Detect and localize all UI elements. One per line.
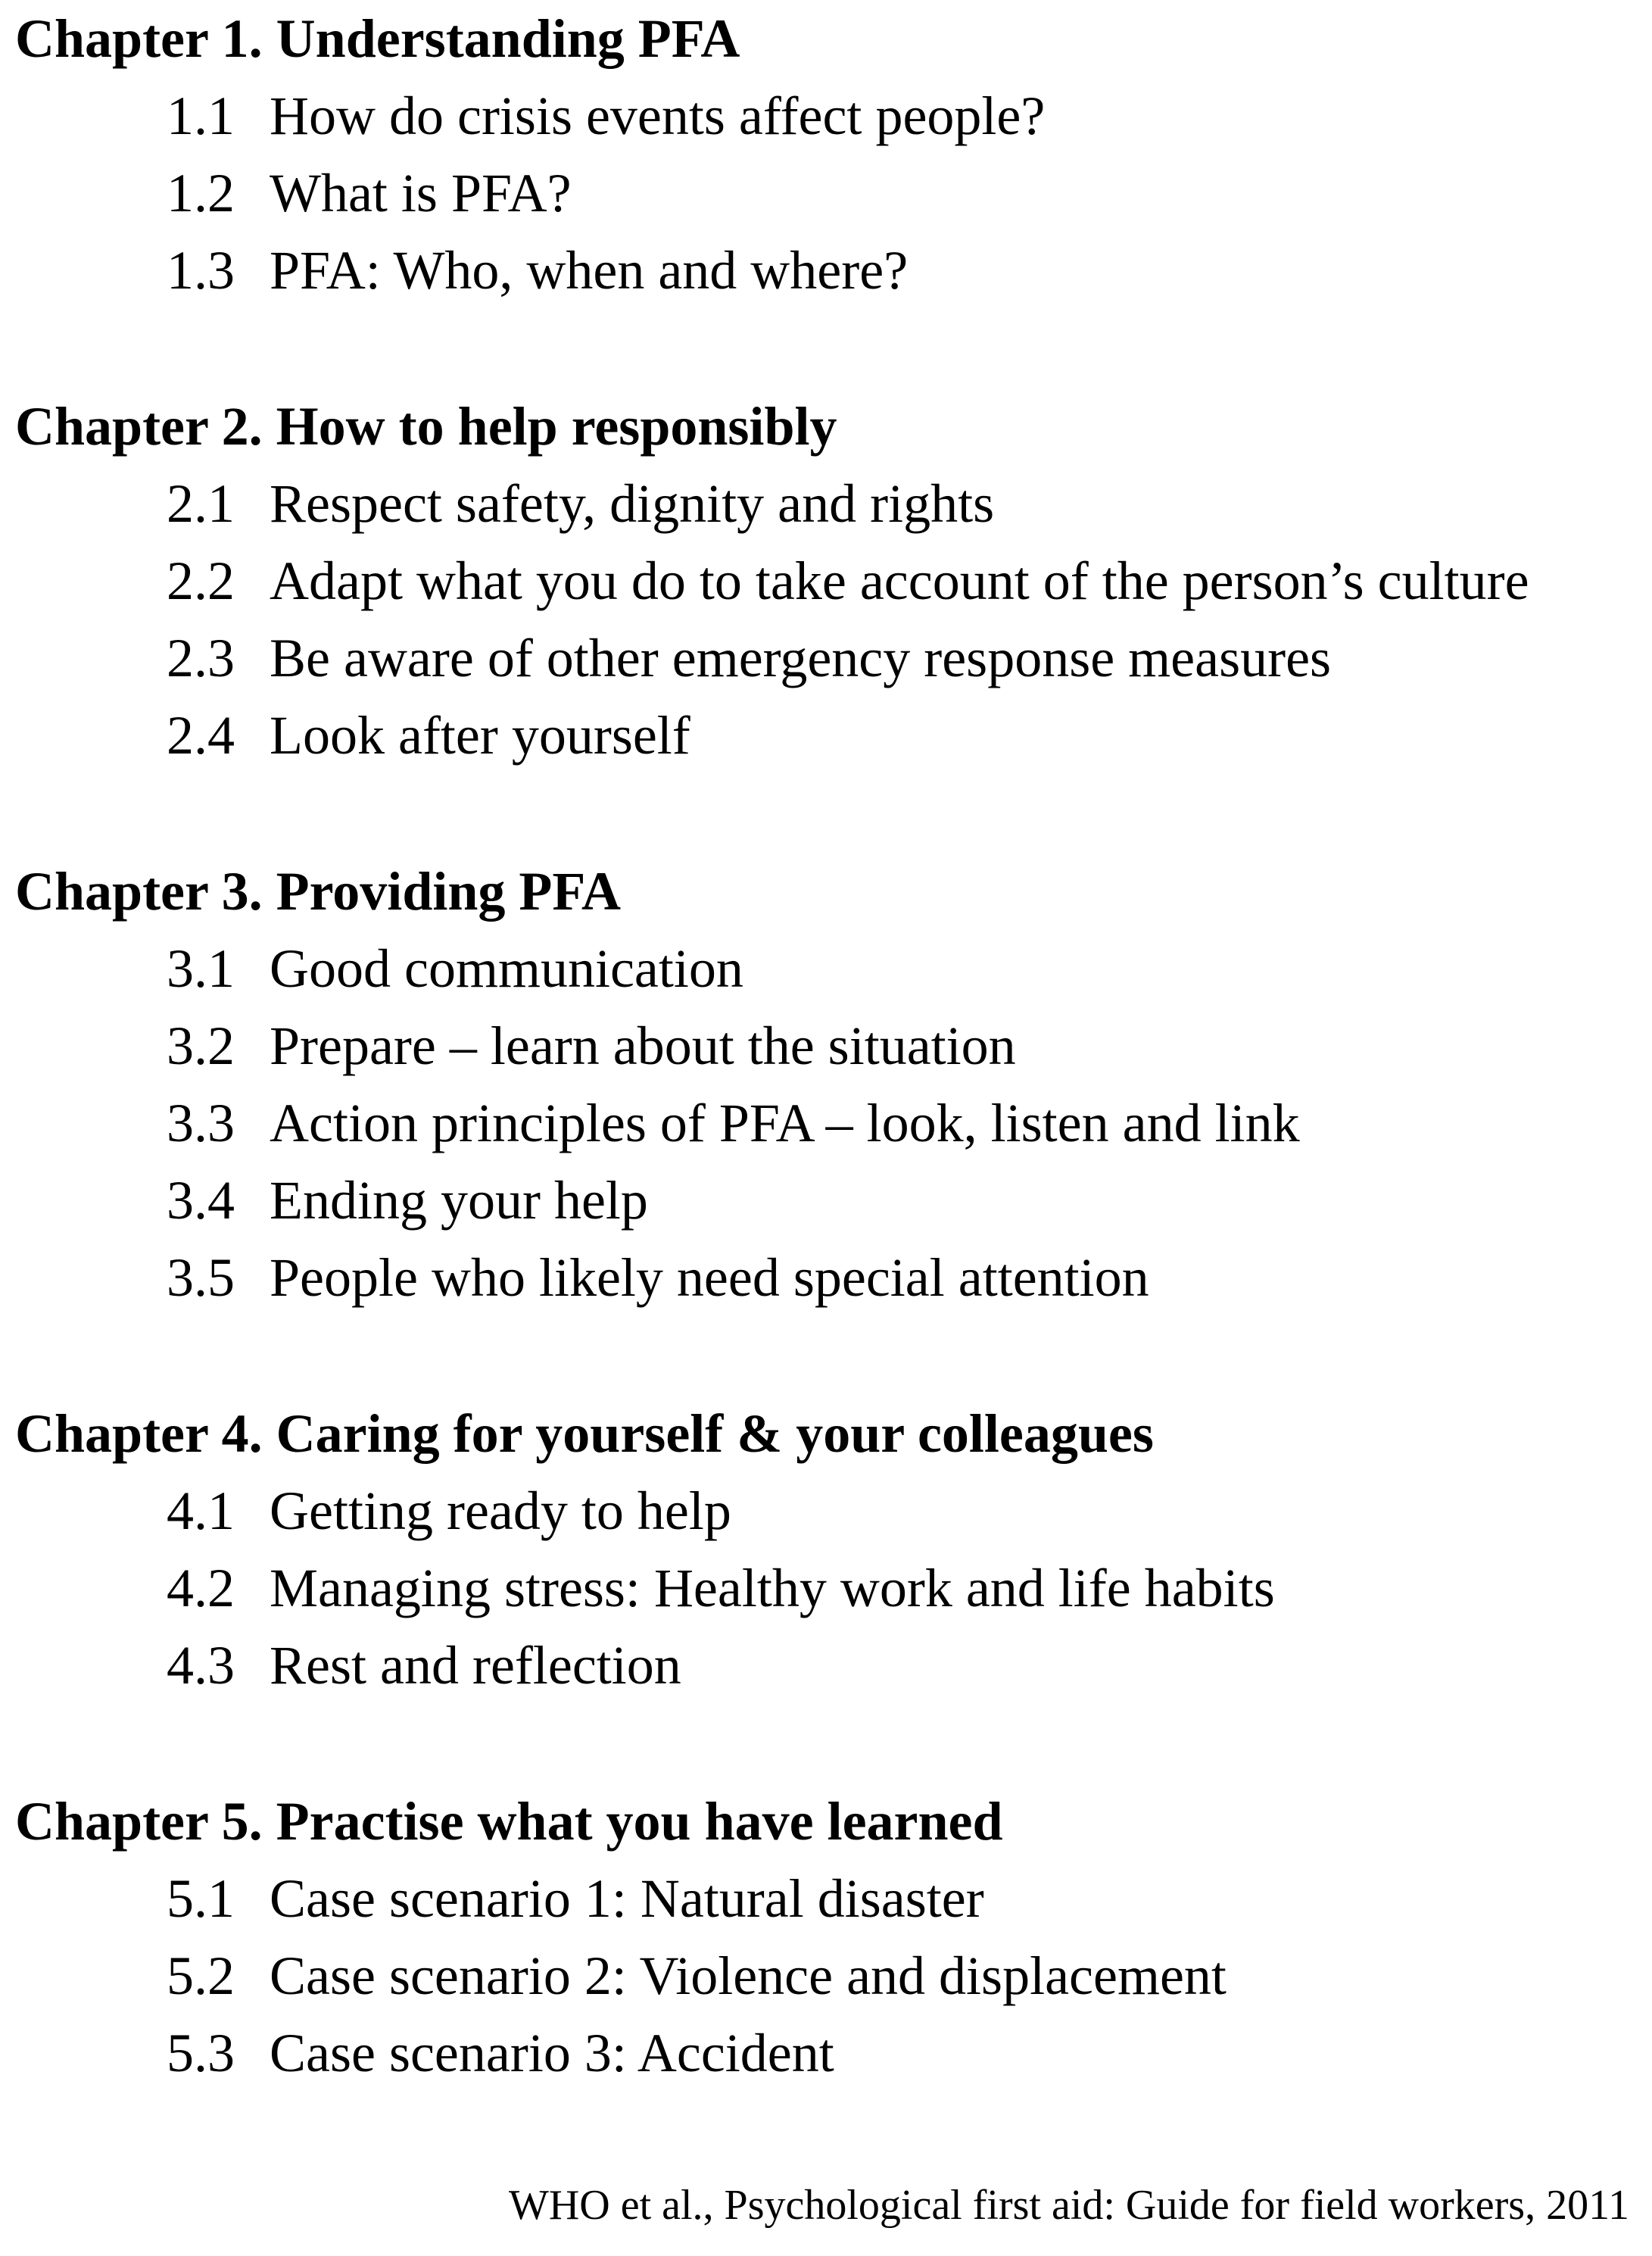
chapter-spacer (15, 1704, 1635, 1783)
section-item (15, 1239, 1635, 1316)
section-item (15, 2014, 1635, 2092)
section-number: 5.3 (167, 2023, 235, 2083)
section-number: 1.2 (167, 163, 235, 223)
chapter-4 (15, 1395, 1635, 1704)
section-number: 2.2 (167, 551, 235, 611)
section-number: 2.1 (167, 473, 235, 534)
section-label: Be aware of other emergency response measures (270, 628, 1332, 688)
section-number: 4.2 (167, 1558, 235, 1618)
chapter-title: Chapter 5. Practise what you have learned (15, 1791, 1003, 1852)
chapter-title: Chapter 4. Caring for yourself & your colleagues (15, 1403, 1154, 1464)
section-number: 1.1 (167, 86, 235, 146)
section-item (15, 1007, 1635, 1084)
section-label: People who likely need special attention (270, 1247, 1149, 1308)
chapter-spacer (15, 1316, 1635, 1395)
section-label: Prepare – learn about the situation (270, 1016, 1016, 1076)
section-number: 4.3 (167, 1635, 235, 1696)
chapter-3 (15, 853, 1635, 1316)
section-label: Respect safety, dignity and rights (270, 473, 995, 534)
section-label: PFA: Who, when and where? (270, 240, 909, 301)
chapter-5 (15, 1783, 1635, 2092)
section-item (15, 619, 1635, 697)
section-number: 5.1 (167, 1868, 235, 1929)
section-number: 2.3 (167, 628, 235, 688)
section-number: 1.3 (167, 240, 235, 301)
section-number: 5.2 (167, 1946, 235, 2006)
section-label: Case scenario 2: Violence and displacement (270, 1946, 1227, 2006)
section-label: Getting ready to help (270, 1481, 731, 1541)
section-label: Good communication (270, 938, 743, 999)
section-label: Action principles of PFA – look, listen and link (270, 1093, 1300, 1153)
chapter-2 (15, 388, 1635, 774)
section-label: Adapt what you do to take account of the person’s culture (270, 551, 1529, 611)
chapter-title: Chapter 2. How to help responsibly (15, 396, 837, 457)
section-label: Case scenario 3: Accident (270, 2023, 834, 2083)
section-item (15, 1627, 1635, 1704)
section-item (15, 697, 1635, 774)
section-number: 3.2 (167, 1016, 235, 1076)
section-item (15, 1084, 1635, 1162)
section-number: 2.4 (167, 705, 235, 766)
section-item (15, 1937, 1635, 2014)
section-label: What is PFA? (270, 163, 572, 223)
section-item (15, 930, 1635, 1007)
section-number: 3.3 (167, 1093, 235, 1153)
chapter-title: Chapter 1. Understanding PFA (15, 8, 740, 69)
section-item (15, 1162, 1635, 1239)
chapter-title: Chapter 3. Providing PFA (15, 861, 622, 922)
citation: WHO et al., Psychological first aid: Guide for field workers, 2011 (508, 2182, 1629, 2229)
section-item (15, 232, 1635, 309)
section-number: 3.5 (167, 1247, 235, 1308)
section-item (15, 542, 1635, 619)
section-item (15, 1549, 1635, 1627)
chapter-spacer (15, 309, 1635, 388)
section-label: Managing stress: Healthy work and life habits (270, 1558, 1275, 1618)
section-item (15, 1860, 1635, 1937)
section-item (15, 154, 1635, 232)
section-label: Rest and reflection (270, 1635, 681, 1696)
section-label: How do crisis events affect people? (270, 86, 1046, 146)
section-label: Ending your help (270, 1170, 648, 1231)
section-label: Case scenario 1: Natural disaster (270, 1868, 984, 1929)
section-number: 3.1 (167, 938, 235, 999)
chapter-spacer (15, 774, 1635, 853)
chapter-1 (15, 0, 1635, 309)
table-of-contents (15, 0, 1635, 2092)
section-item (15, 1472, 1635, 1549)
section-number: 3.4 (167, 1170, 235, 1231)
section-label: Look after yourself (270, 705, 690, 766)
section-number: 4.1 (167, 1481, 235, 1541)
section-item (15, 465, 1635, 542)
section-item (15, 77, 1635, 154)
